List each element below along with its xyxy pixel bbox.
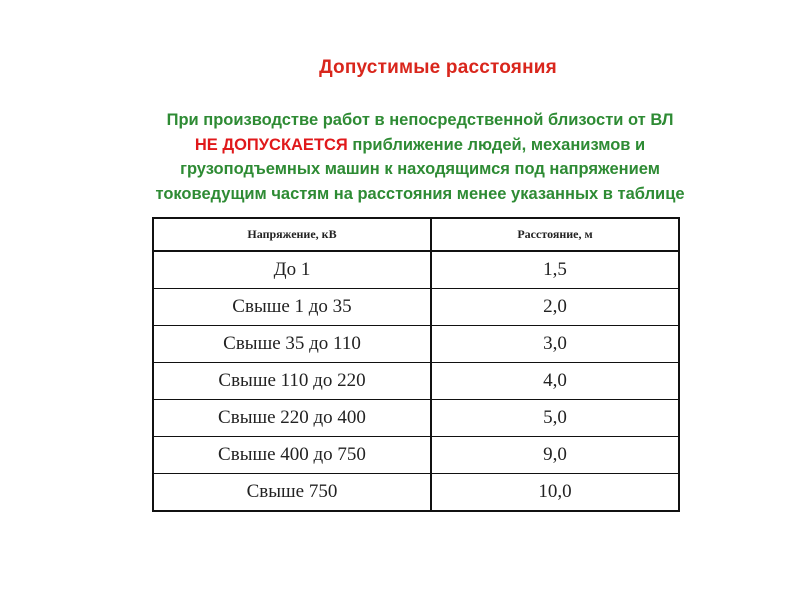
voltage-cell: Свыше 1 до 35	[153, 289, 431, 326]
distance-cell: 10,0	[431, 474, 679, 512]
table-row	[153, 363, 679, 400]
intro-paragraph	[60, 108, 780, 206]
distance-cell: 4,0	[431, 363, 679, 400]
distance-cell: 3,0	[431, 326, 679, 363]
intro-line-2: приближение людей, механизмов и	[347, 135, 646, 154]
header-distance: Расстояние, м	[431, 218, 679, 251]
voltage-cell: Свыше 400 до 750	[153, 437, 431, 474]
table-header-row	[153, 218, 679, 251]
distance-cell: 1,5	[431, 251, 679, 289]
intro-line-3: грузоподъемных машин к находящимся под напряжением	[180, 160, 660, 178]
voltage-cell: Свыше 35 до 110	[153, 326, 431, 363]
voltage-cell: Свыше 220 до 400	[153, 400, 431, 437]
distance-table	[152, 217, 680, 512]
page-title: Допустимые расстояния	[319, 57, 557, 78]
intro-line-1: При производстве работ в непосредственной близости от ВЛ	[166, 111, 674, 129]
header-voltage: Напряжение, кВ	[153, 218, 431, 251]
voltage-cell: До 1	[153, 251, 431, 289]
distance-cell: 9,0	[431, 437, 679, 474]
table-row	[153, 400, 679, 437]
table-row	[153, 437, 679, 474]
voltage-cell: Свыше 110 до 220	[153, 363, 431, 400]
intro-line-4: токоведущим частям на расстояния менее указанных в таблице	[155, 184, 685, 203]
table-row	[153, 474, 679, 512]
table-row	[153, 251, 679, 289]
warning-text: НЕ ДОПУСКАЕТСЯ	[194, 135, 348, 154]
voltage-cell: Свыше 750	[153, 474, 431, 512]
table-row	[153, 289, 679, 326]
table-row	[153, 326, 679, 363]
distance-cell: 5,0	[431, 400, 679, 437]
distance-cell: 2,0	[431, 289, 679, 326]
